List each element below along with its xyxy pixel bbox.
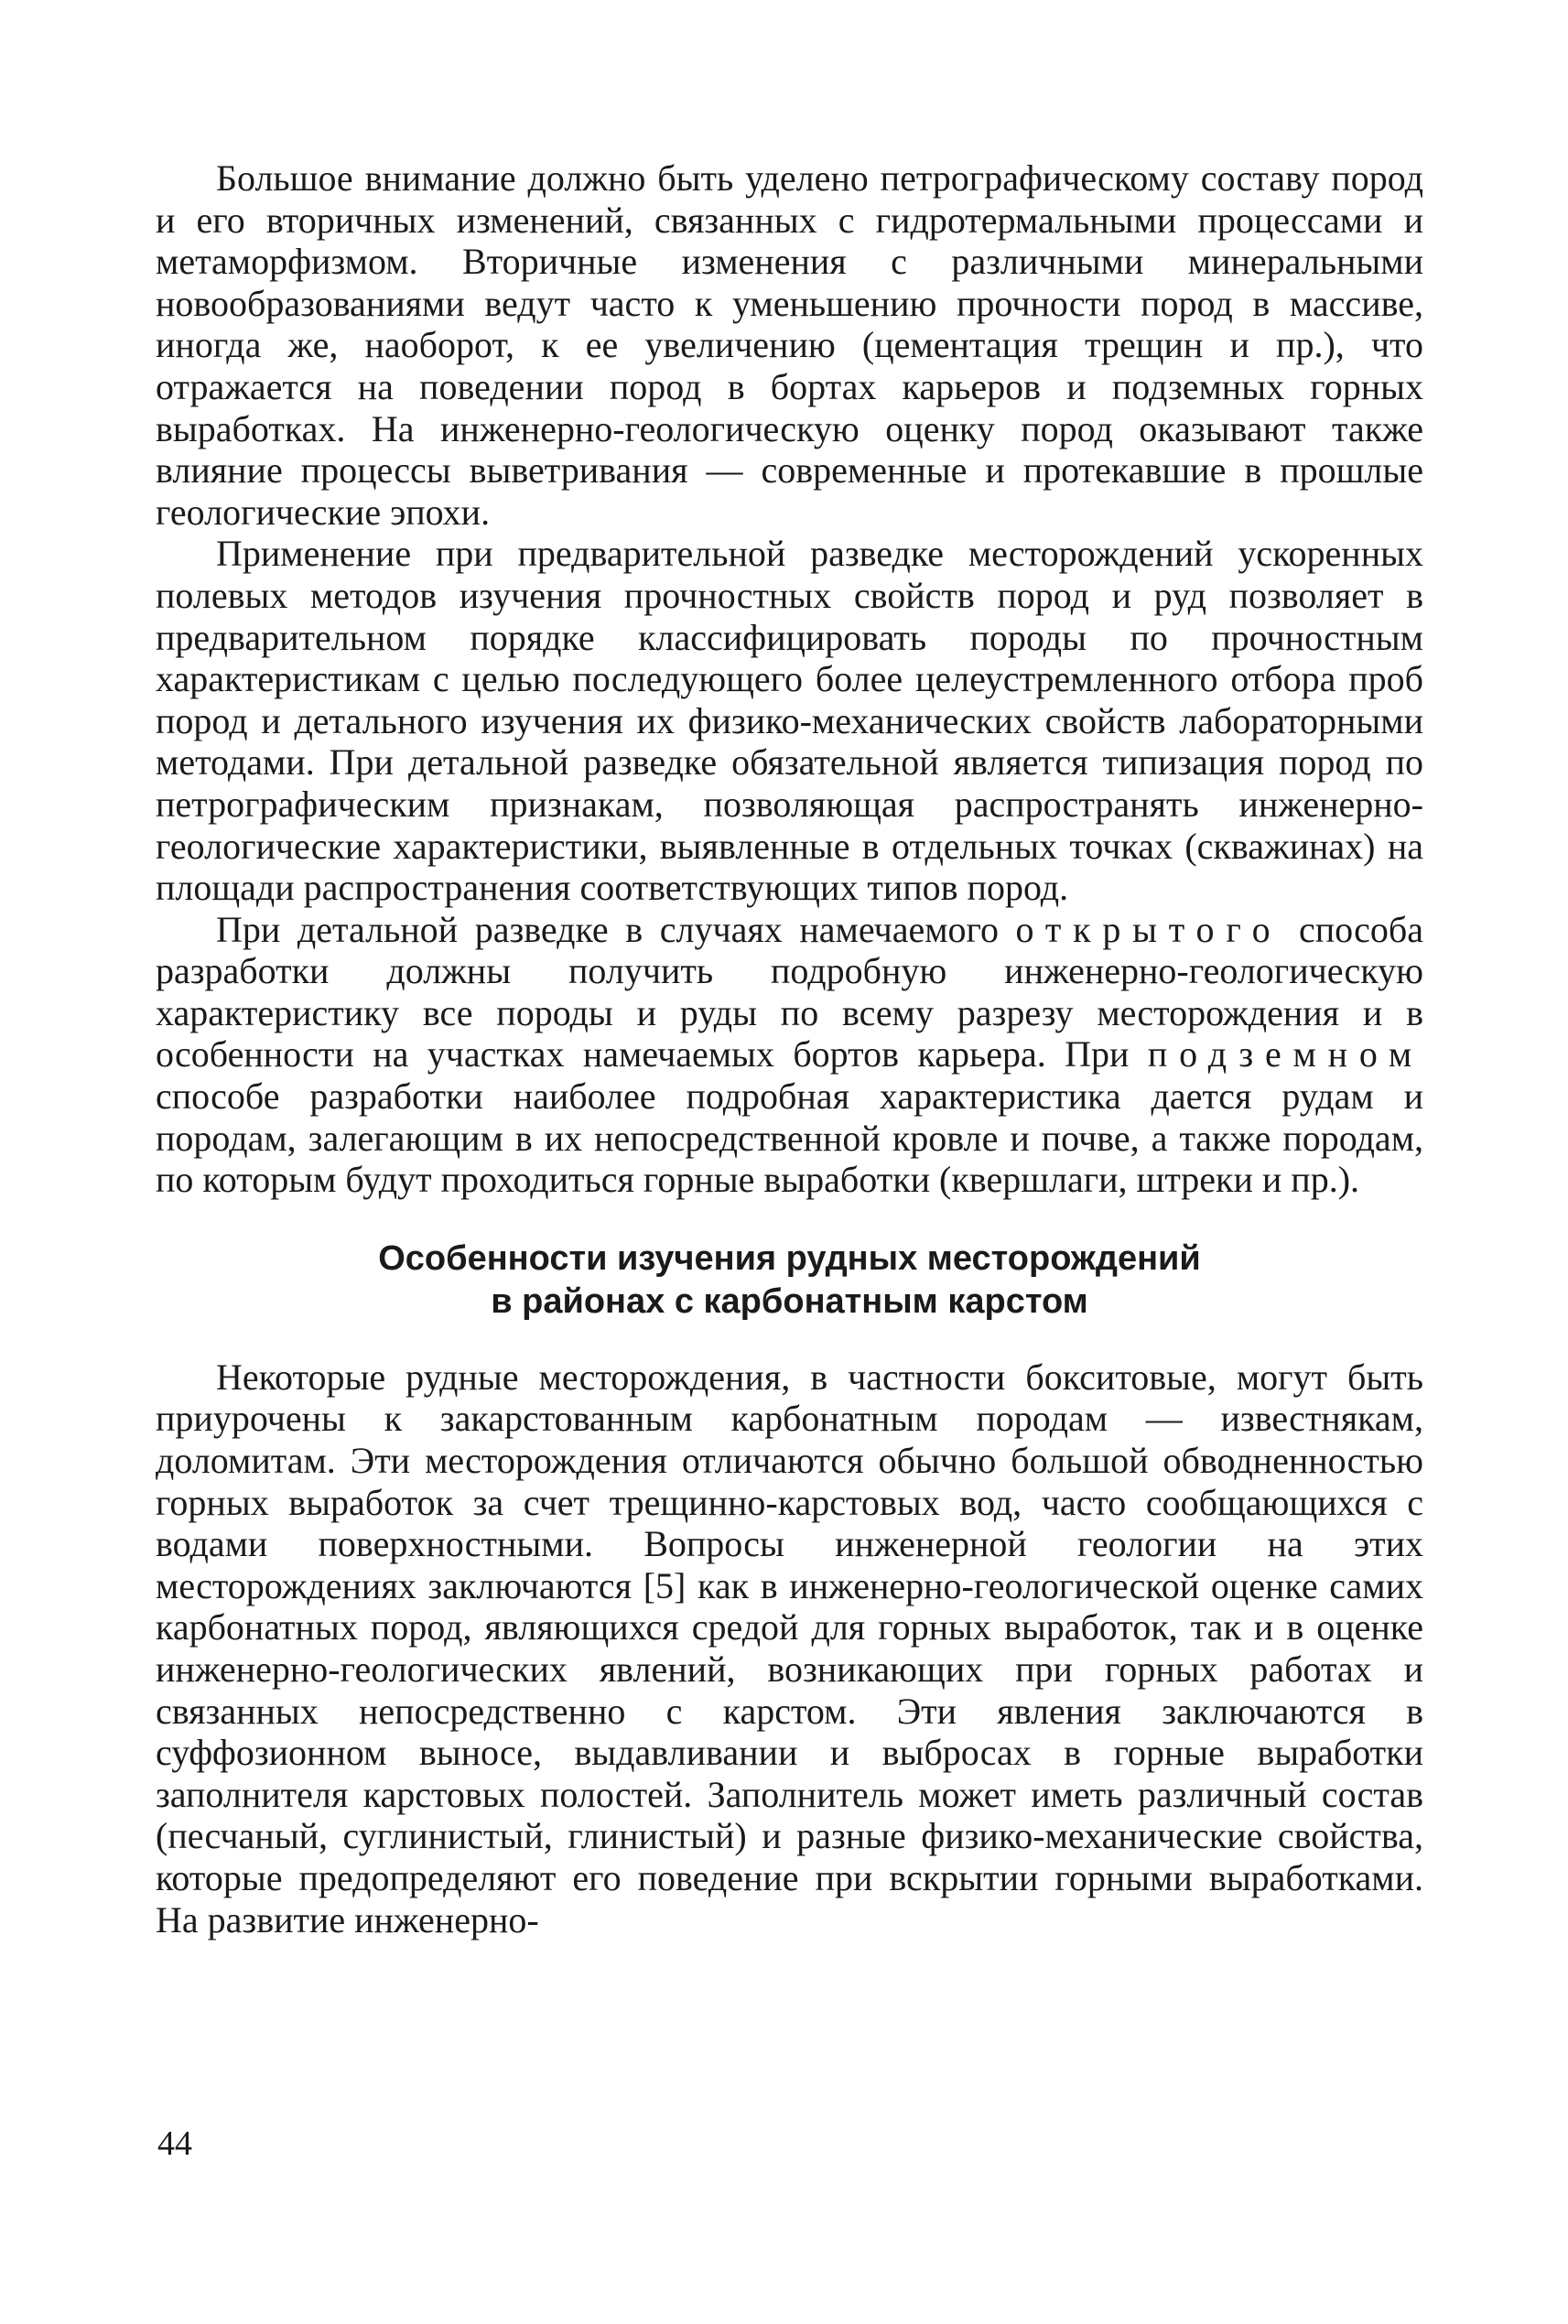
- paragraph-petrographic-composition: Большое внимание должно быть уделено петрографическому составу пород и его вторичных изменений, связанных с гидротермальными процессами и метаморфизмом. Вторичные изменения с различными минеральными новообразованиями ведут часто к уменьшению прочности пород в массиве, иногда же, наоборот, к ее увеличению (цементация трещин и пр.), что отражается на поведении пород в бортах карьеров и подземных горных выработках. На инженерно-геологическую оценку пород оказывают также влияние процессы выветривания — современные и протекавшие в прошлые геологические эпохи.: [156, 157, 1423, 533]
- paragraph-detailed-exploration: [156, 909, 1423, 1201]
- section-heading: [156, 1238, 1423, 1324]
- paragraph-3-part-3: способе разработки наиболее подробная характеристика дается рудам и породам, залегающим в их непосредственной кровле и почве, а также породам, по которым будут проходиться горные выработки (квершлаги, штреки и пр.).: [156, 1076, 1423, 1201]
- section-heading-line-1: Особенности изучения рудных месторождений: [378, 1238, 1201, 1278]
- section-heading-line-2: в районах с карбонатным карстом: [491, 1281, 1088, 1321]
- paragraph-karst-deposits: Некоторые рудные месторождения, в частности бокситовые, могут быть приурочены к закарстованным карбонатным породам — известнякам, доломитам. Эти месторождения отличаются обычно большой обводненностью горных выработок за счет трещинно-карстовых вод, часто сообщающихся с водами поверхностными. Вопросы инженерной геологии на этих месторождениях заключаются [5] как в инженерно-геологической оценке самих карбонатных пород, являющихся средой для горных выработок, так и в оценке инженерно-геологических явлений, возникающих при горных работах и связанных непосредственно с карстом. Эти явления заключаются в суффозионном выносе, выдавливании и выбросах в горные выработки заполнителя карстовых полостей. Заполнитель может иметь различный состав (песчаный, суглинистый, глинистый) и разные физико-механические свойства, которые предопределяют его поведение при вскрытии горными выработками. На развитие инженерно-: [156, 1356, 1423, 1940]
- page-body: [156, 157, 1423, 2263]
- page-number: 44: [157, 2124, 192, 2163]
- emphasis-open-pit: открытого: [1015, 908, 1282, 950]
- paragraph-preliminary-exploration: Применение при предварительной разведке месторождений ускоренных полевых методов изучения прочностных свойств пород и руд позволяет в предварительном порядке классифицировать породы по прочностным характеристикам с целью последующего более целеустремленного отбора проб пород и детального изучения их физико-механических свойств лабораторными методами. При детальной разведке обязательной является типизация пород по петрографическим признакам, позволяющая распространять инженерно-геологические характеристики, выявленные в отдельных точках (скважинах) на площади распространения соответствующих типов пород.: [156, 533, 1423, 909]
- paragraph-3-part-2: способа разработки должны получить подробную инженерно-геологическую характеристику все породы и руды по всему разрезу месторождения и в особенности на участках намечаемых бортов карьера. При: [156, 908, 1423, 1076]
- paragraph-3-part-1: При детальной разведке в случаях намечаемого: [216, 908, 1016, 950]
- emphasis-underground: подземном: [1147, 1033, 1423, 1076]
